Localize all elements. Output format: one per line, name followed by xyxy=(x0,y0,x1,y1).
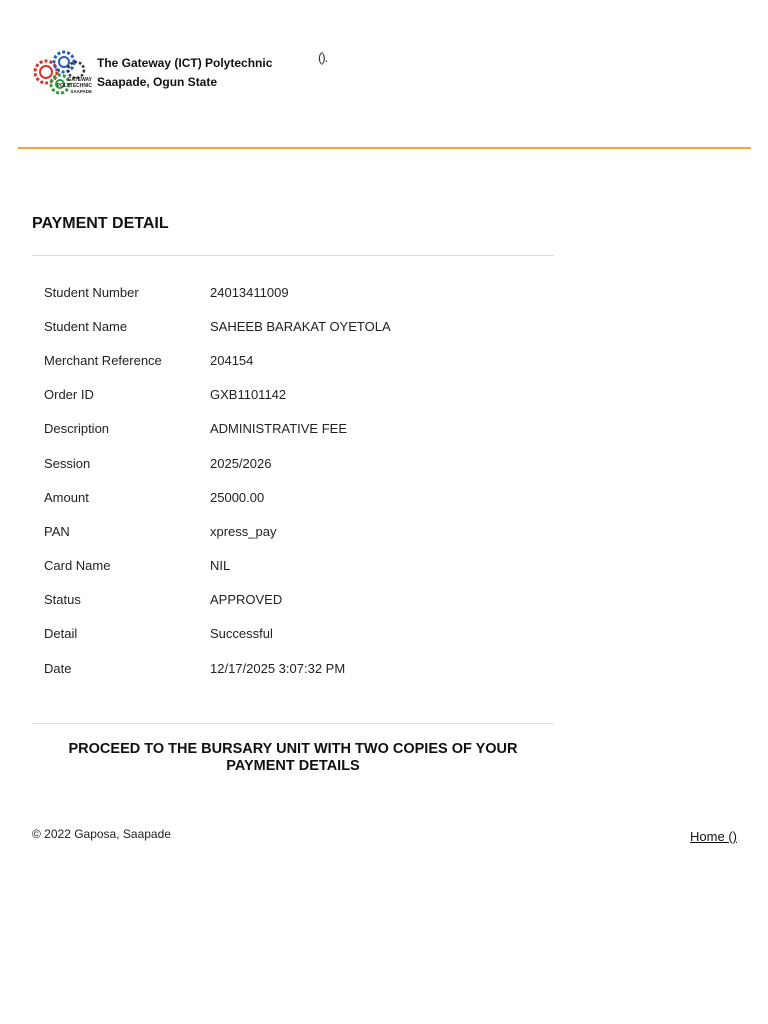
logo-text-3: SAAPADE xyxy=(70,89,92,94)
row-pan xyxy=(32,514,554,548)
school-name: The Gateway (ICT) Polytechnic xyxy=(97,56,273,70)
row-value: NIL xyxy=(210,558,231,574)
row-value: Successful xyxy=(210,626,273,642)
section-title: PAYMENT DETAIL xyxy=(32,215,169,232)
row-status xyxy=(32,583,554,617)
row-label: Merchant Reference xyxy=(44,352,162,368)
row-card-name xyxy=(32,549,554,583)
row-label: Amount xyxy=(44,489,89,505)
row-label: Student Number xyxy=(44,284,139,300)
row-value: GXB1101142 xyxy=(210,387,287,403)
copyright: © 2022 Gaposa, Saapade xyxy=(32,827,171,841)
row-value: 12/17/2025 3:07:32 PM xyxy=(210,660,346,676)
row-student-name xyxy=(32,309,554,343)
row-value: SAHEEB BARAKAT OYETOLA xyxy=(210,318,391,334)
notice-line-2: PAYMENT DETAILS xyxy=(226,758,360,774)
row-student-number xyxy=(32,275,554,309)
top-divider xyxy=(32,255,554,256)
home-link[interactable]: Home () xyxy=(690,829,737,844)
row-value: xpress_pay xyxy=(210,523,277,539)
row-detail xyxy=(32,617,554,651)
header xyxy=(32,47,272,99)
school-logo xyxy=(32,48,94,98)
row-value: APPROVED xyxy=(210,592,283,608)
row-order-id xyxy=(32,378,554,412)
bottom-divider xyxy=(32,723,554,724)
bursary-notice xyxy=(32,741,554,775)
logo-text-2: POLYTECHNIC xyxy=(56,83,92,89)
header-divider xyxy=(18,147,751,149)
row-amount xyxy=(32,480,554,514)
school-location: Saapade, Ogun State xyxy=(97,75,218,89)
notice-line-1: PROCEED TO THE BURSARY UNIT WITH TWO COPIES OF YOUR xyxy=(68,741,518,757)
row-label: Detail xyxy=(44,626,78,642)
row-merchant-reference xyxy=(32,343,554,377)
row-label: Status xyxy=(44,592,81,608)
row-label: Student Name xyxy=(44,318,128,334)
row-session xyxy=(32,446,554,480)
logo-text-1: GATEWAY xyxy=(67,77,92,83)
header-nav-link[interactable]: (). xyxy=(318,50,328,65)
row-label: Session xyxy=(44,455,91,471)
row-label: Description xyxy=(44,421,110,437)
school-name-block xyxy=(97,54,272,92)
payment-details-table xyxy=(32,275,554,685)
row-date xyxy=(32,651,554,685)
row-value: 24013411009 xyxy=(210,284,289,300)
row-label: Date xyxy=(44,660,72,676)
row-value: ADMINISTRATIVE FEE xyxy=(210,421,347,437)
row-label: Order ID xyxy=(44,387,94,403)
row-value: 2025/2026 xyxy=(210,455,272,471)
row-value: 25000.00 xyxy=(210,489,265,505)
row-value: 204154 xyxy=(210,352,254,368)
row-label: PAN xyxy=(44,523,70,539)
row-description xyxy=(32,412,554,446)
row-label: Card Name xyxy=(44,558,111,574)
